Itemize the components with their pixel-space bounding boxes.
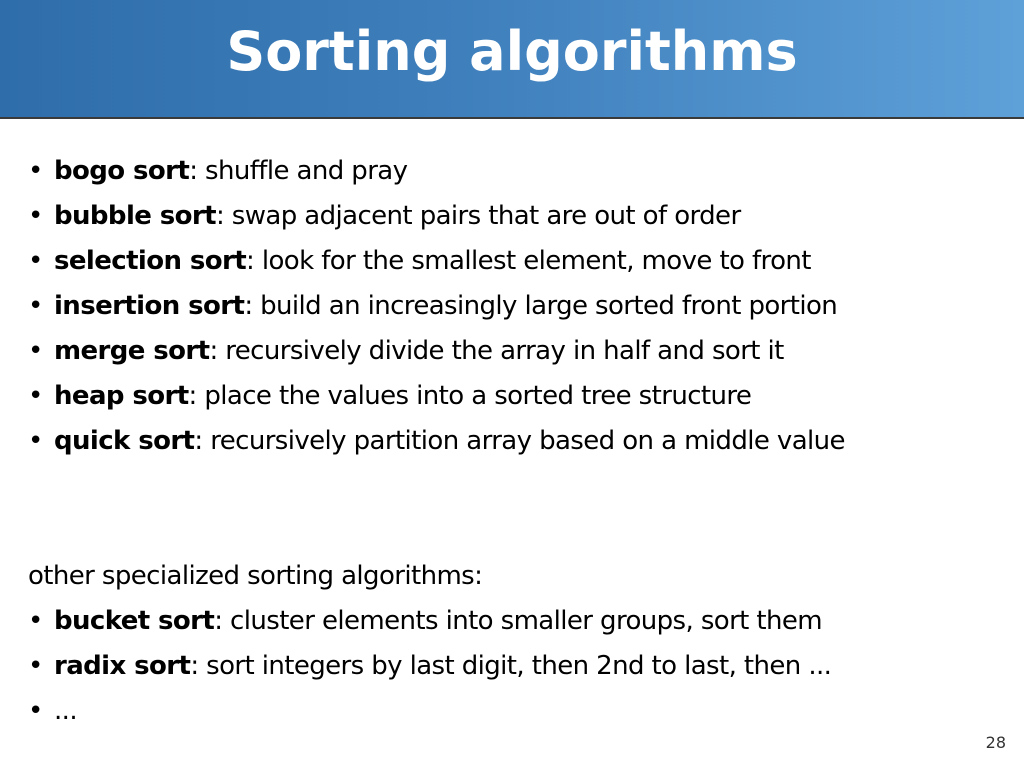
bullet-icon: • [28, 426, 43, 456]
list-item [28, 194, 845, 239]
algorithm-term: bubble sort [54, 201, 216, 231]
list-item [28, 689, 831, 734]
bullet-icon: • [28, 381, 43, 411]
bullet-icon: • [28, 201, 43, 231]
list-item [28, 374, 845, 419]
page-number: 28 [985, 733, 1006, 752]
algorithm-term: quick sort [54, 426, 195, 456]
list-item [28, 329, 845, 374]
list-item [28, 239, 845, 284]
algorithm-description: : recursively partition array based on a middle value [194, 426, 845, 456]
algorithm-description: : build an increasingly large sorted front portion [244, 291, 838, 321]
slide-title: Sorting algorithms [226, 19, 798, 83]
list-item [28, 149, 845, 194]
bullet-icon: • [28, 606, 43, 636]
algorithm-description: : look for the smallest element, move to front [246, 246, 811, 276]
list-item [28, 419, 845, 464]
bullet-icon: • [28, 156, 43, 186]
algorithm-term: selection sort [54, 246, 247, 276]
bullet-icon: • [28, 696, 43, 726]
algorithm-description: : sort integers by last digit, then 2nd to last, then ... [190, 651, 832, 681]
algorithm-term: insertion sort [54, 291, 245, 321]
bullet-icon: • [28, 246, 43, 276]
algorithm-description: : swap adjacent pairs that are out of order [215, 201, 741, 231]
bullet-icon: • [28, 651, 43, 681]
list-item [28, 644, 831, 689]
algorithm-term: merge sort [54, 336, 210, 366]
algorithm-description: : recursively divide the array in half and sort it [209, 336, 784, 366]
algorithm-term: bucket sort [54, 606, 215, 636]
title-bar [0, 0, 1024, 119]
algorithm-term: heap sort [54, 381, 189, 411]
algorithm-term: radix sort [54, 651, 191, 681]
specialized-list [28, 599, 831, 734]
algorithm-list [28, 149, 845, 464]
specialized-heading: other specialized sorting algorithms: [28, 561, 483, 591]
list-item [28, 599, 831, 644]
bullet-icon: • [28, 336, 43, 366]
algorithm-description: : shuffle and pray [189, 156, 408, 186]
bullet-icon: • [28, 291, 43, 321]
algorithm-term: bogo sort [54, 156, 190, 186]
algorithm-description: : place the values into a sorted tree structure [188, 381, 752, 411]
algorithm-description: : cluster elements into smaller groups, sort them [214, 606, 823, 636]
algorithm-description: ... [54, 696, 77, 726]
list-item [28, 284, 845, 329]
